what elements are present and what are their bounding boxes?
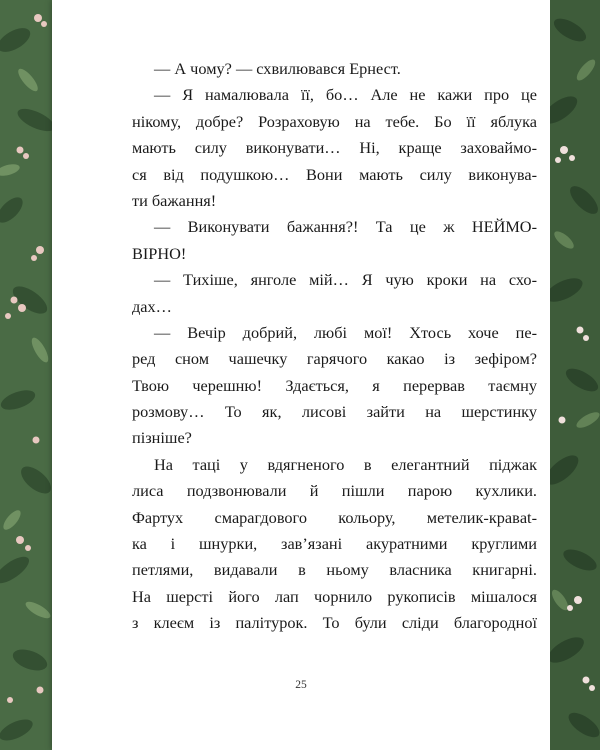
right-foliage-illustration [550, 0, 600, 750]
text-line: Твою черешню! Здається, я перервав таємну [132, 375, 537, 395]
text-line: лиса подзвонювали й пішли парою кухлики. [132, 481, 537, 501]
text-line: ка і шнурки, зав’язані акуратними круглими [132, 534, 537, 554]
text-line: ВІРНО! [132, 243, 187, 263]
page-number: 25 [295, 679, 307, 691]
text-line: пізніше? [132, 428, 192, 448]
text-line: Фартух смарагдового кольору, метелик-кравat- [132, 507, 537, 527]
text-line: з клеєм із палітурок. То були сліди благородної [132, 613, 537, 633]
page-text [132, 56, 537, 637]
text-line: ся від подушкою… Вони мають силу виконува- [132, 164, 537, 184]
text-line: — Вечір добрий, любі мої! Хтось хоче пе- [154, 322, 537, 342]
text-line: розмову… То як, лисові зайти на шерстинку [132, 402, 537, 422]
text-line: ти бажання! [132, 190, 217, 210]
text-line: На таці у вдягненого в елегантний піджак [154, 454, 537, 474]
text-line: ред сном чашечку гарячого какао із зефіром? [132, 349, 537, 369]
text-line: петлями, видавали в ньому власника книгарні. [132, 560, 537, 580]
text-line: нікому, добре? Розраховую на тебе. Бо її яблука [132, 111, 537, 131]
text-line: — Тихіше, янголе мій… Я чую кроки на схо- [154, 270, 537, 290]
left-foliage-illustration [0, 0, 52, 750]
book-page [52, 0, 550, 750]
text-line: — Виконувати бажання?! Та це ж НЕЙМО- [154, 217, 537, 237]
text-line: дах… [132, 296, 172, 316]
text-line: На шерсті його лап чорнило рукописів мішалося [132, 586, 537, 606]
text-line: — А чому? — схвилювався Ернест. [154, 59, 401, 78]
text-line: — Я намалювала її, бо… Але не кажи про це [154, 85, 537, 105]
text-line: мають силу виконувати… Ні, краще заховаймо- [132, 138, 537, 158]
